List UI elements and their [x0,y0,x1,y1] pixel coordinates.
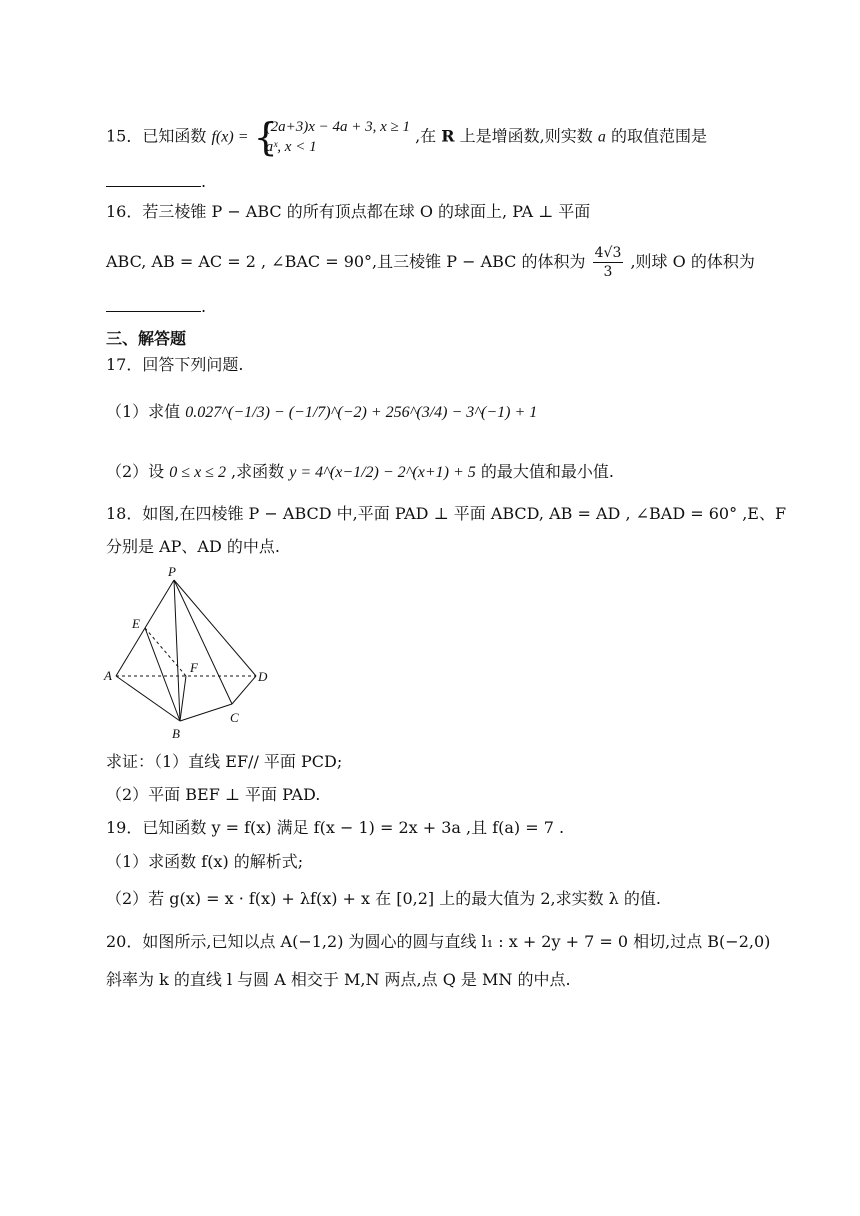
q20-line1 [106,930,770,954]
q18-line1 [106,502,786,526]
q19-line1 [106,816,564,840]
q16-frac-den: 3 [603,264,613,280]
q16-text2b: ,则球 O 的体积为 [630,252,755,271]
edge-CD [232,676,256,704]
q16-blank [106,297,201,312]
label-A: A [104,668,112,683]
edge-PB [174,580,180,721]
label-C: C [230,710,239,725]
section-heading: 三、解答题 [106,329,187,348]
edge-PC [174,580,232,704]
q17-part2 [106,460,614,485]
q15-R: R [441,126,455,146]
segment-EF-hidden [145,628,186,676]
q18-part2 [106,783,320,807]
edge-AB [116,676,180,721]
q17-p2-expr: y = 4^(x−1/2) − 2^(x+1) + 5 [289,464,476,481]
left-brace-icon: { [253,115,278,159]
q19-part2 [106,887,661,911]
q15-piecewise [254,117,410,157]
q19-number: 19． [106,818,143,837]
q15-end: 的取值范围是 [610,126,707,146]
q17-p1-label: （1）求值 [106,402,181,421]
q20-number: 20． [106,932,143,951]
q17-number: 17． [106,355,143,374]
label-E: E [132,616,140,631]
q17-title [106,353,243,377]
q17-p2-mid: ,求函数 [231,462,285,481]
q17-part1 [106,400,537,425]
q15-answer-line [106,170,206,194]
label-F: F [190,660,198,675]
q17-p2-cond: 0 ≤ x ≤ 2 [169,464,226,481]
q18-text2: 分别是 AP、AD 的中点. [106,537,280,556]
q16-tail: . [201,297,207,316]
q16-volume-fraction [593,244,624,281]
edge-BC [180,704,232,721]
q15-case1: (2a+3)x − 4a + 3, x ≥ 1 [265,119,410,135]
q18-prove [106,750,342,774]
q19-part1 [106,850,303,874]
q19-part2-text: （2）若 g(x) = x · f(x) + λf(x) + x 在 [0,2] 上的最大值为 2,求实数 λ 的值. [106,889,661,908]
label-D: D [258,669,268,684]
q17-p2-label: （2）设 [106,462,165,481]
q16-text1: 若三棱锥 P − ABC 的所有顶点都在球 O 的球面上, PA ⊥ 平面 [142,202,591,221]
q20-text2: 斜率为 k 的直线 l 与圆 A 相交于 M,N 两点,点 Q 是 MN 的中点. [106,970,571,989]
q15-mid: ,在 [415,126,437,146]
q18-number: 18． [106,504,143,523]
segment-FB [180,676,186,721]
q15-func: f(x) = [211,128,249,146]
edge-PD [174,580,256,676]
q18-prove-text: 求证：（1）直线 EF// 平面 PCD; [106,752,343,771]
q19-part1-text: （1）求函数 f(x) 的解析式; [106,852,304,871]
q15-a: a [597,128,606,146]
q16-line1 [106,200,590,224]
q16-text2a: ABC, AB = AC = 2 , ∠BAC = 90°,且三棱锥 P − ABC 的体积为 [106,252,586,271]
q15-line [106,117,707,157]
pyramid-figure [100,566,280,742]
q18-part2-text: （2）平面 BEF ⊥ 平面 PAD. [106,785,321,804]
q15-post: 上是增函数,则实数 [459,126,593,146]
q18-line2 [106,535,280,559]
q18-text1: 如图,在四棱锥 P − ABCD 中,平面 PAD ⊥ 平面 ABCD, AB = AD , ∠BAD = 60° ,E、F [142,504,787,523]
q19-text1: 已知函数 y = f(x) 满足 f(x − 1) = 2x + 3a ,且 f(a) = 7 . [142,818,565,837]
q15-case2: aˣ, x < 1 [265,139,317,155]
q16-number: 16． [106,202,143,221]
label-B: B [172,726,180,741]
q17-p1-expr: 0.027^(−1/3) − (−1/7)^(−2) + 256^(3/4) − 3^(−1) + 1 [185,404,538,421]
q20-line2 [106,968,571,992]
q15-blank [106,172,201,187]
q16-line2 [106,244,755,281]
q15-tail: . [201,172,207,191]
q16-frac-num: 4√3 [594,245,622,261]
segment-EB [145,628,180,721]
q20-text1: 如图所示,已知以点 A(−1,2) 为圆心的圆与直线 l₁ : x + 2y + 7 = 0 相切,过点 B(−2,0) [142,932,771,951]
label-P: P [168,566,176,579]
q15-pre: 已知函数 [142,126,207,146]
q17-p2-end: 的最大值和最小值. [480,462,614,481]
q15-number: 15． [106,126,143,146]
q17-title-text: 回答下列问题. [142,355,244,374]
q16-answer-line [106,295,206,319]
